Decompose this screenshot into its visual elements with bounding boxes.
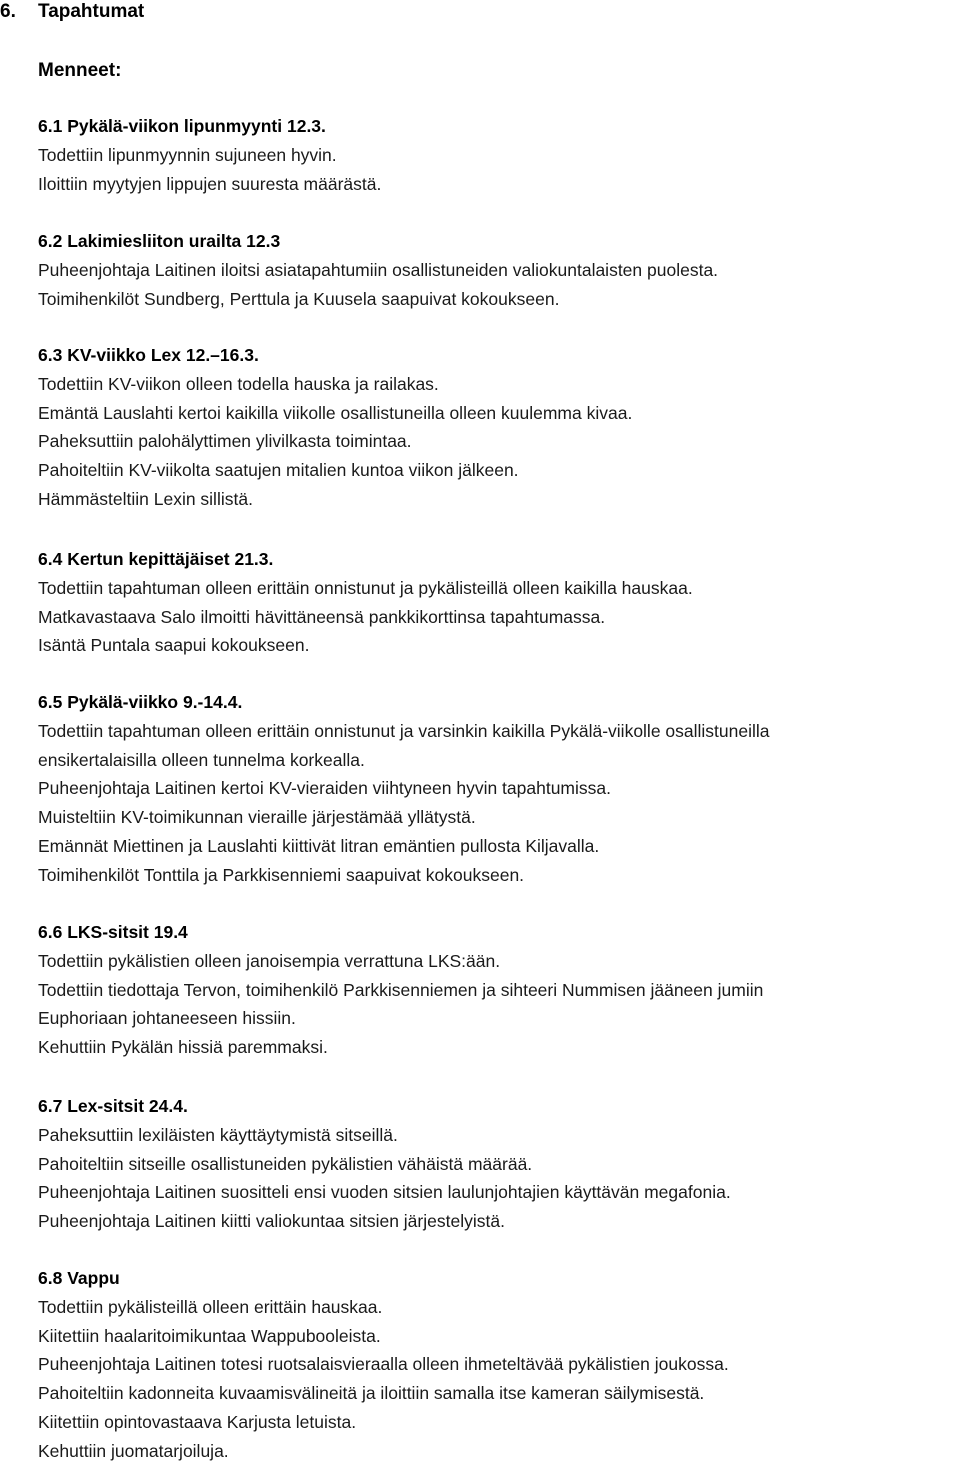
- event-line: Todettiin tiedottaja Tervon, toimihenkilö Parkkisenniemen ja sihteeri Nummisen jääneen jumiin: [38, 979, 764, 1000]
- event-title: 6.5 Pykälä-viikko 9.-14.4.: [38, 692, 243, 712]
- event-line: Hämmästeltiin Lexin sillistä.: [38, 488, 253, 509]
- event-title: 6.1 Pykälä-viikon lipunmyynti 12.3.: [38, 116, 326, 136]
- section-heading-number: 6.: [0, 1, 16, 22]
- event-line: ensikertalaisilla olleen tunnelma korkealla.: [38, 749, 365, 770]
- event-line: Muisteltiin KV-toimikunnan vieraille järjestämää yllätystä.: [38, 807, 476, 828]
- event-line: Isäntä Puntala saapui kokoukseen.: [38, 635, 310, 656]
- event-line: Todettiin pykälisteillä olleen erittäin hauskaa.: [38, 1296, 383, 1317]
- event-section-6-3: [38, 341, 960, 514]
- event-line: Puheenjohtaja Laitinen suositteli ensi vuoden sitsien laulunjohtajien käyttävän megafonia.: [38, 1182, 731, 1203]
- event-line: Todettiin pykälistien olleen janoisempia verrattuna LKS:ään.: [38, 950, 501, 971]
- event-title: 6.4 Kertun kepittäjäiset 21.3.: [38, 549, 274, 569]
- event-line: Paheksuttiin palohälyttimen ylivilkasta toimintaa.: [38, 431, 412, 452]
- event-line: Todettiin tapahtuman olleen erittäin onnistunut ja pykälisteillä olleen kaikilla hauskaa.: [38, 577, 693, 598]
- past-events-subheading: Menneet:: [38, 60, 122, 81]
- event-line: Toimihenkilöt Tonttila ja Parkkisenniemi saapuivat kokoukseen.: [38, 864, 525, 885]
- event-line: Puheenjohtaja Laitinen iloitsi asiatapahtumiin osallistuneiden valiokuntalaisten puolesta.: [38, 259, 719, 280]
- event-line: Pahoiteltiin sitseille osallistuneiden pykälistien vähäistä määrää.: [38, 1153, 533, 1174]
- event-line: Matkavastaava Salo ilmoitti hävittäneensä pankkikorttinsa tapahtumassa.: [38, 606, 606, 627]
- event-line: Emännät Miettinen ja Lauslahti kiittivät litran emäntien pullosta Kiljavalla.: [38, 835, 600, 856]
- event-section-6-6: [38, 918, 960, 1062]
- event-line: Puheenjohtaja Laitinen kiitti valiokuntaa sitsien järjestelyistä.: [38, 1211, 505, 1232]
- event-line: Euphoriaan johtaneeseen hissiin.: [38, 1008, 296, 1029]
- event-line: Paheksuttiin lexiläisten käyttäytymistä sitseillä.: [38, 1124, 398, 1145]
- event-line: Todettiin KV-viikon olleen todella hauska ja railakas.: [38, 373, 439, 394]
- event-title: 6.3 KV-viikko Lex 12.–16.3.: [38, 345, 259, 365]
- event-line: Kiitettiin haalaritoimikuntaa Wappubooleista.: [38, 1325, 381, 1346]
- event-line: Pahoiteltiin KV-viikolta saatujen mitalien kuntoa viikon jälkeen.: [38, 460, 519, 481]
- event-section-6-1: [38, 112, 960, 198]
- event-line: Iloittiin myytyjen lippujen suuresta määrästä.: [38, 173, 382, 194]
- event-section-6-2: [38, 227, 960, 313]
- event-line: Puheenjohtaja Laitinen kertoi KV-vieraiden viihtyneen hyvin tapahtumissa.: [38, 778, 611, 799]
- event-section-6-5: [38, 688, 960, 890]
- event-line: Toimihenkilöt Sundberg, Perttula ja Kuusela saapuivat kokoukseen.: [38, 288, 560, 309]
- event-section-6-7: [38, 1092, 960, 1236]
- event-line: Kiitettiin opintovastaava Karjusta letuista.: [38, 1411, 357, 1432]
- event-line: Pahoiteltiin kadonneita kuvaamisvälineitä ja iloittiin samalla itse kameran säilymisestä.: [38, 1383, 705, 1404]
- event-section-6-4: [38, 545, 960, 660]
- section-heading: [0, 0, 144, 24]
- event-line: Kehuttiin Pykälän hissiä paremmaksi.: [38, 1037, 328, 1058]
- event-section-6-8: [38, 1264, 960, 1466]
- event-title: 6.2 Lakimiesliiton urailta 12.3: [38, 231, 281, 251]
- section-heading-title: Tapahtumat: [38, 1, 145, 22]
- event-line: Emäntä Lauslahti kertoi kaikilla viikolle osallistuneilla olleen kuulemma kivaa.: [38, 402, 633, 423]
- event-title: 6.8 Vappu: [38, 1268, 120, 1288]
- event-title: 6.6 LKS-sitsit 19.4: [38, 922, 188, 942]
- event-line: Kehuttiin juomatarjoiluja.: [38, 1440, 229, 1461]
- event-line: Todettiin lipunmyynnin sujuneen hyvin.: [38, 144, 337, 165]
- event-line: Puheenjohtaja Laitinen totesi ruotsalaisvieraalla olleen ihmeteltävää pykälistien joukossa.: [38, 1354, 729, 1375]
- event-title: 6.7 Lex-sitsit 24.4.: [38, 1096, 188, 1116]
- event-line: Todettiin tapahtuman olleen erittäin onnistunut ja varsinkin kaikilla Pykälä-viikolle osallistuneilla: [38, 720, 770, 741]
